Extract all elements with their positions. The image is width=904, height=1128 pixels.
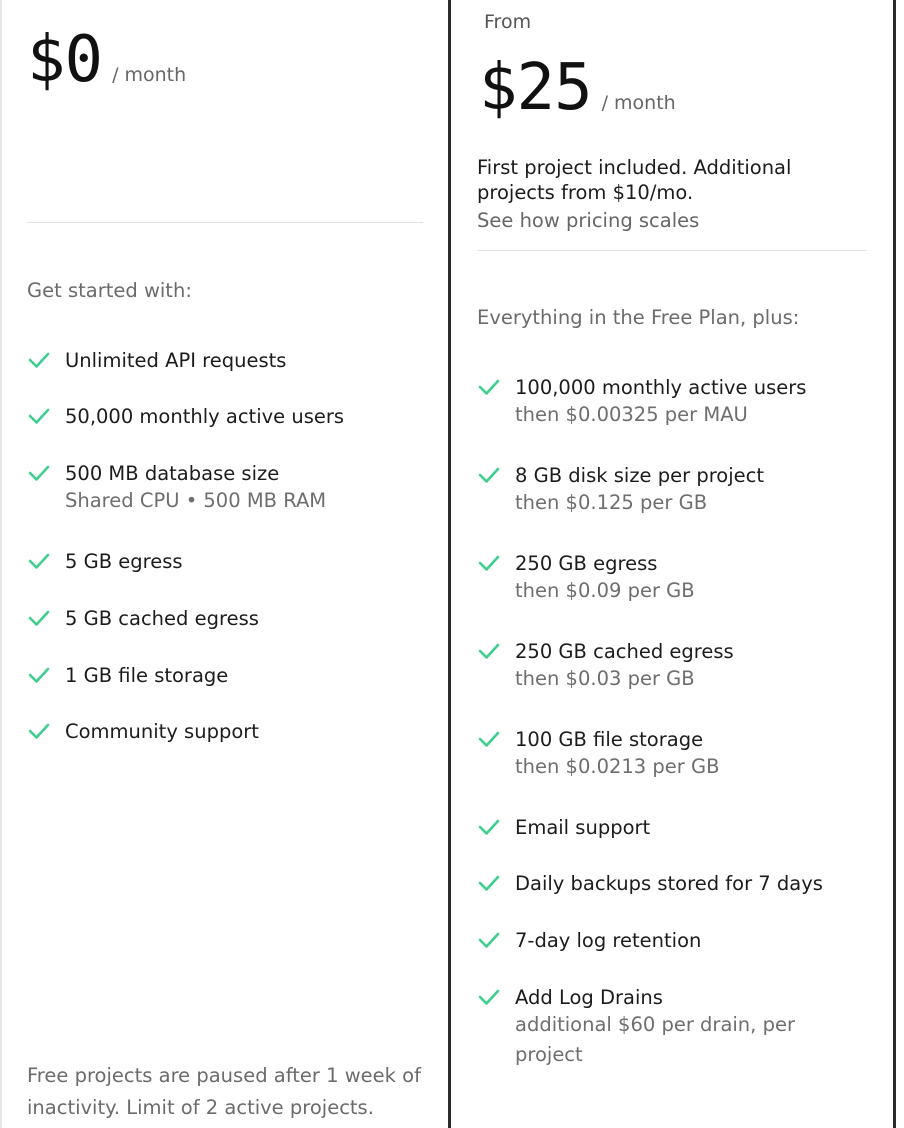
- pro-price-period: / month: [601, 92, 676, 114]
- free-feature-item: [27, 348, 286, 373]
- feature-label: Daily backups stored for 7 days: [515, 872, 823, 895]
- pro-intro: Everything in the Free Plan, plus:: [477, 306, 800, 329]
- check-icon: [477, 377, 501, 397]
- check-icon: [477, 465, 501, 485]
- pro-description: First project included. Additional projects from $10/mo.: [477, 156, 792, 204]
- check-icon: [27, 406, 51, 426]
- check-icon: [477, 987, 501, 1007]
- feature-sublabel: additional $60 per drain, per project: [515, 1013, 795, 1066]
- check-icon: [27, 665, 51, 685]
- feature-sublabel: then $0.125 per GB: [515, 491, 708, 514]
- feature-label: Add Log Drains: [515, 986, 663, 1009]
- plan-divider: [448, 0, 451, 1128]
- feature-label: 5 GB cached egress: [65, 607, 259, 630]
- free-price-row: [27, 23, 187, 97]
- feature-label: Community support: [65, 720, 259, 743]
- free-feature-item: [27, 461, 326, 516]
- pro-feature-item: [477, 463, 764, 518]
- feature-sublabel: Shared CPU • 500 MB RAM: [65, 489, 327, 512]
- feature-label: 5 GB egress: [65, 550, 183, 573]
- free-plan-card: [27, 0, 423, 1128]
- check-icon: [477, 817, 501, 837]
- feature-label: 250 GB egress: [515, 552, 658, 575]
- pro-feature-item: [477, 727, 719, 782]
- free-feature-item: [27, 663, 228, 688]
- pro-plan-card: [477, 0, 867, 1128]
- pro-divider: [477, 250, 867, 251]
- pro-feature-item: [477, 871, 823, 896]
- pro-feature-item: [477, 551, 695, 606]
- pro-feature-item: [477, 639, 734, 694]
- free-divider: [27, 222, 423, 223]
- feature-label: 50,000 monthly active users: [65, 405, 345, 428]
- check-icon: [27, 350, 51, 370]
- free-intro: Get started with:: [27, 279, 192, 302]
- left-edge-line: [0, 0, 2, 1128]
- feature-label: 250 GB cached egress: [515, 640, 734, 663]
- check-icon: [477, 873, 501, 893]
- check-icon: [27, 721, 51, 741]
- pro-from-label: From: [484, 11, 532, 33]
- free-feature-item: [27, 549, 183, 574]
- free-footnote: Free projects are paused after 1 week of inactivity. Limit of 2 active projects.: [27, 1064, 421, 1119]
- check-icon: [27, 608, 51, 628]
- feature-sublabel: then $0.0213 per GB: [515, 755, 720, 778]
- check-icon: [27, 463, 51, 483]
- feature-label: Unlimited API requests: [65, 349, 287, 372]
- pro-price-row: [479, 51, 676, 125]
- feature-sublabel: then $0.00325 per MAU: [515, 403, 748, 426]
- check-icon: [477, 930, 501, 950]
- feature-label: 8 GB disk size per project: [515, 464, 765, 487]
- check-icon: [27, 551, 51, 571]
- pro-feature-item: [477, 375, 806, 430]
- feature-label: 100,000 monthly active users: [515, 376, 807, 399]
- feature-sublabel: then $0.09 per GB: [515, 579, 695, 602]
- free-price: $0: [27, 23, 103, 97]
- pricing-scales-link[interactable]: See how pricing scales: [477, 209, 700, 232]
- free-price-period: / month: [112, 64, 187, 86]
- check-icon: [477, 553, 501, 573]
- free-feature-item: [27, 606, 259, 631]
- feature-label: 100 GB file storage: [515, 728, 704, 751]
- free-feature-item: [27, 404, 344, 429]
- pro-feature-item: [477, 928, 701, 953]
- feature-label: Email support: [515, 816, 651, 839]
- check-icon: [477, 729, 501, 749]
- pro-price: $25: [479, 51, 592, 125]
- feature-label: 7-day log retention: [515, 929, 702, 952]
- feature-label: 500 MB database size: [65, 462, 280, 485]
- feature-sublabel: then $0.03 per GB: [515, 667, 695, 690]
- feature-label: 1 GB file storage: [65, 664, 229, 687]
- free-feature-item: [27, 719, 259, 744]
- right-edge-line: [893, 0, 896, 1128]
- check-icon: [477, 641, 501, 661]
- pro-feature-item: [477, 985, 825, 1070]
- pro-feature-item: [477, 815, 650, 840]
